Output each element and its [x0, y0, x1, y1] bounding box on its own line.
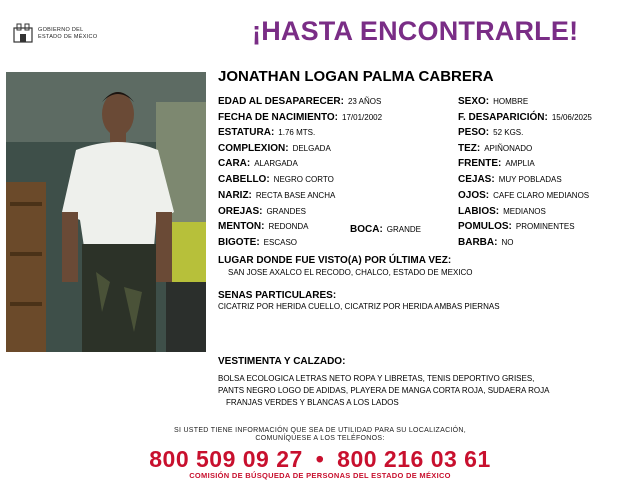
field-ears: OREJAS: GRANDES	[218, 206, 307, 217]
field-sex: SEXO: HOMBRE	[458, 96, 529, 107]
field-build: COMPLEXION: DELGADA	[218, 143, 331, 154]
field-cheekbones: POMULOS: PROMINENTES	[458, 221, 575, 232]
field-complexion: TEZ: APIÑONADO	[458, 143, 533, 154]
phone-number-2: 800 216 03 61	[337, 446, 491, 472]
clothing-line-1: BOLSA ECOLOGICA LETRAS NETO ROPA Y LIBRETAS, TENIS DEPORTIVO GRISES,	[218, 374, 535, 383]
headline: ¡HASTA ENCONTRARLE!	[252, 16, 579, 46]
phone-separator: •	[315, 446, 325, 472]
field-weight: PESO: 52 KGS.	[458, 127, 524, 138]
field-birthdate: FECHA DE NACIMIENTO: 17/01/2002	[218, 112, 383, 123]
phone-number-1: 800 509 09 27	[149, 446, 303, 472]
logo-line-2: ESTADO DE MÉXICO	[38, 34, 98, 40]
field-chin: MENTON: REDONDA	[218, 221, 309, 232]
field-mouth: BOCA: GRANDE	[350, 224, 422, 235]
last-seen-text: SAN JOSE AXALCO EL RECODO, CHALCO, ESTADO DE MEXICO	[228, 268, 473, 277]
footer-commission: COMISIÓN DE BÚSQUEDA DE PERSONAS DEL ESTADO DE MÉXICO	[189, 471, 451, 480]
marks-text: CICATRIZ POR HERIDA CUELLO, CICATRIZ POR HERIDA AMBAS PIERNAS	[218, 302, 500, 311]
info-line-1: SI USTED TIENE INFORMACIÓN QUE SEA DE UTILIDAD PARA SU LOCALIZACIÓN,	[173, 427, 467, 434]
person-name: JONATHAN LOGAN PALMA CABRERA	[218, 68, 494, 85]
field-forehead: FRENTE: AMPLIA	[458, 158, 535, 169]
state-emblem-icon	[12, 22, 34, 44]
field-face: CARA: ALARGADA	[218, 158, 298, 169]
field-hair: CABELLO: NEGRO CORTO	[218, 174, 334, 185]
field-height: ESTATURA: 1.76 MTS.	[218, 127, 316, 138]
clothing-title: VESTIMENTA Y CALZADO:	[218, 356, 346, 367]
government-logo	[12, 22, 122, 44]
field-eyebrows: CEJAS: MUY POBLADAS	[458, 174, 562, 185]
clothing-line-3: FRANJAS VERDES Y BLANCAS A LOS LADOS	[226, 398, 399, 407]
field-disappearance-date: F. DESAPARICIÓN: 15/06/2025	[458, 112, 592, 123]
field-mustache: BIGOTE: ESCASO	[218, 237, 298, 248]
field-nose: NARIZ: RECTA BASE ANCHA	[218, 190, 336, 201]
field-lips: LABIOS: MEDIANOS	[458, 206, 546, 217]
missing-person-photo	[6, 72, 206, 352]
marks-title: SENAS PARTICULARES:	[218, 290, 337, 301]
field-eyes: OJOS: CAFE CLARO MEDIANOS	[458, 190, 590, 201]
clothing-line-2: PANTS NEGRO LOGO DE ADIDAS, PLAYERA DE MANGA CORTA ROJA, SUDAERA ROJA	[218, 386, 550, 395]
info-line-2: COMUNÍQUESE A LOS TELÉFONOS:	[255, 435, 385, 442]
field-beard: BARBA: NO	[458, 237, 514, 248]
last-seen-title: LUGAR DONDE FUE VISTO(A) POR ÚLTIMA VEZ:	[218, 255, 452, 266]
field-age: EDAD AL DESAPARECER: 23 AÑOS	[218, 96, 382, 107]
logo-line-1: GOBIERNO DEL	[38, 27, 84, 33]
phone-numbers	[0, 446, 640, 473]
